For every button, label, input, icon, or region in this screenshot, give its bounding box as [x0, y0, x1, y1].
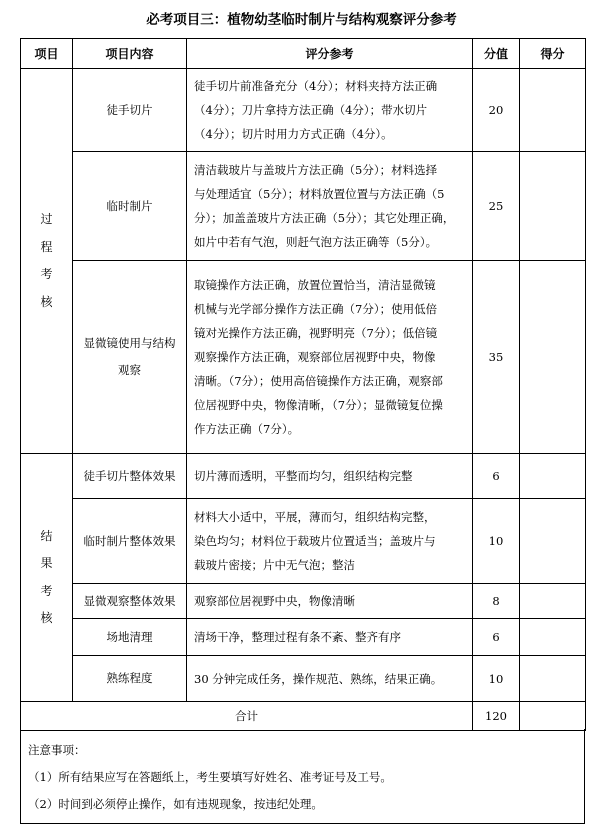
total-score: 120	[473, 702, 520, 731]
item-name: 临时制片整体效果	[73, 499, 187, 584]
notes-heading: 注意事项：	[28, 743, 86, 757]
score-value: 6	[473, 619, 520, 656]
scoring-table	[20, 38, 586, 731]
table-row	[21, 152, 586, 261]
total-label: 合计	[21, 702, 473, 731]
criteria-cell: 观察部位居视野中央，物像清晰	[187, 584, 473, 619]
item-name: 徒手切片整体效果	[73, 454, 187, 499]
score-value: 35	[473, 261, 520, 454]
earned-score-cell[interactable]	[520, 656, 586, 702]
score-value: 20	[473, 69, 520, 152]
earned-score-cell[interactable]	[520, 619, 586, 656]
criteria-cell: 30 分钟完成任务，操作规范、熟练，结果正确。	[187, 656, 473, 702]
item-name: 场地清理	[73, 619, 187, 656]
table-row	[21, 499, 586, 584]
table-row	[21, 584, 586, 619]
total-earned-cell[interactable]	[520, 702, 586, 731]
criteria-cell: 清场干净，整理过程有条不紊、整齐有序	[187, 619, 473, 656]
criteria-cell: 切片薄而透明，平整而均匀，组织结构完整	[187, 454, 473, 499]
table-row	[21, 656, 586, 702]
earned-score-cell[interactable]	[520, 261, 586, 454]
note-item: （1）所有结果应写在答题纸上，考生要填写好姓名、准考证号及工号。	[28, 770, 392, 784]
criteria-cell: 材料大小适中，平展，薄而匀，组织结构完整， 染色均匀；材料位于载玻片位置适当；盖玻片与 载玻片密接；片中无气泡；整洁	[187, 499, 473, 584]
table-row	[21, 454, 586, 499]
group-process-label: 过 程 考 核	[21, 69, 73, 454]
header-criteria: 评分参考	[187, 39, 473, 69]
score-value: 10	[473, 499, 520, 584]
item-name: 显微镜使用与结构 观察	[73, 261, 187, 454]
total-row	[21, 702, 586, 731]
earned-score-cell[interactable]	[520, 499, 586, 584]
document-title: 必考项目三：植物幼茎临时制片与结构观察评分参考	[146, 12, 457, 28]
table-row	[21, 261, 586, 454]
criteria-cell: 取镜操作方法正确，放置位置恰当，清洁显微镜 机械与光学部分操作方法正确（7分）；使用低倍 镜对光操作方法正确，视野明亮（7分）；低倍镜 观察操作方法正确，观察部位居视野中央，物像 清晰。（7分）；使用高倍镜操作方法正确，观察部 位居视野中央，物像清晰，（7分）；显微镜复位操 作方法正确（7分）。	[187, 261, 473, 454]
score-value: 6	[473, 454, 520, 499]
item-name: 临时制片	[73, 152, 187, 261]
header-earned: 得分	[520, 39, 586, 69]
table-row	[21, 619, 586, 656]
score-value: 8	[473, 584, 520, 619]
item-name: 徒手切片	[73, 69, 187, 152]
criteria-cell: 徒手切片前准备充分（4分）；材料夹持方法正确 （4分）；刀片拿持方法正确（4分）；带水切片 （4分）；切片时用力方式正确（4分）。	[187, 69, 473, 152]
criteria-cell: 清洁载玻片与盖玻片方法正确（5分）；材料选择 与处理适宜（5分）；材料放置位置与方法正确（5 分）；加盖盖玻片方法正确（5分）；其它处理正确， 如片中若有气泡，则赶气泡方法正确等（5分）。	[187, 152, 473, 261]
item-name: 显微观察整体效果	[73, 584, 187, 619]
group-result-label: 结 果 考 核	[21, 454, 73, 702]
notes-section	[20, 729, 585, 824]
header-project: 项目	[21, 39, 73, 69]
earned-score-cell[interactable]	[520, 69, 586, 152]
earned-score-cell[interactable]	[520, 152, 586, 261]
score-value: 10	[473, 656, 520, 702]
note-item: （2）时间到必须停止操作，如有违规现象，按违纪处理。	[28, 797, 323, 811]
header-content: 项目内容	[73, 39, 187, 69]
score-value: 25	[473, 152, 520, 261]
item-name: 熟练程度	[73, 656, 187, 702]
earned-score-cell[interactable]	[520, 454, 586, 499]
earned-score-cell[interactable]	[520, 584, 586, 619]
header-points: 分值	[473, 39, 520, 69]
header-row	[21, 39, 586, 69]
table-row	[21, 69, 586, 152]
